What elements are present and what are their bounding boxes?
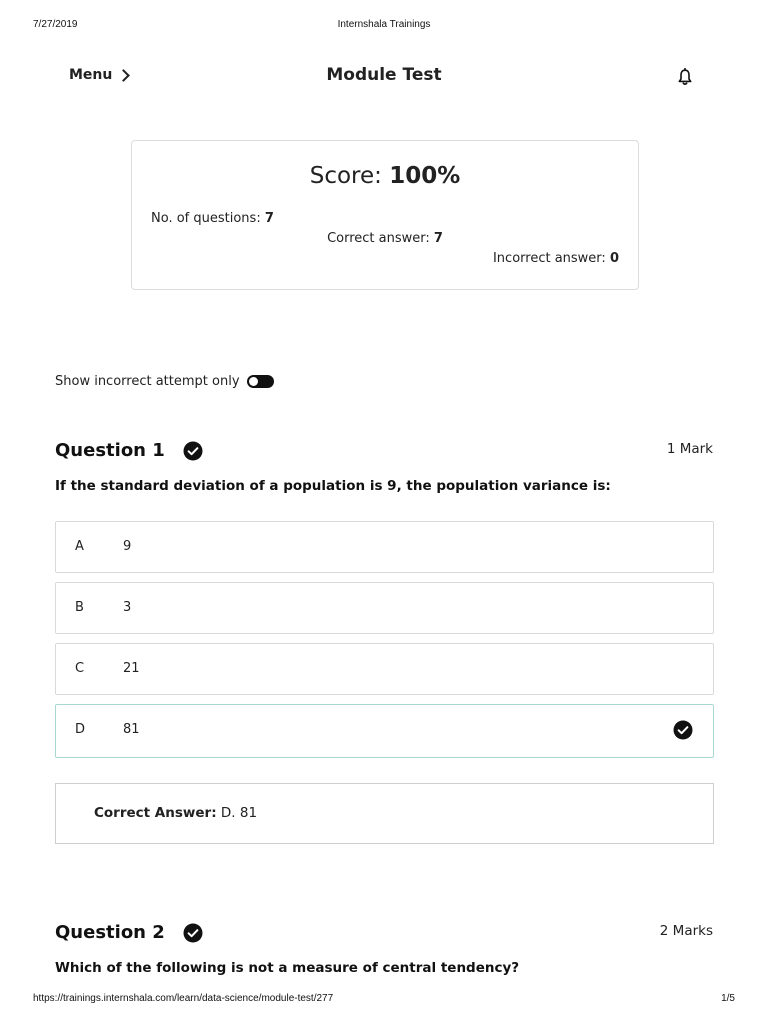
option-letter: A: [75, 539, 84, 554]
incorrect-filter-row: [55, 374, 274, 389]
stat-correct: [132, 231, 638, 246]
print-footer: [33, 993, 735, 1005]
incorrect-filter-toggle[interactable]: [247, 375, 274, 388]
score-card: [131, 140, 639, 290]
option-letter: B: [75, 600, 84, 615]
stat-questions: [151, 211, 274, 226]
option-letter: D: [75, 722, 86, 737]
bell-icon[interactable]: [677, 68, 693, 86]
stat-questions-value: 7: [264, 211, 274, 226]
stat-correct-value: 7: [433, 231, 443, 246]
option-c[interactable]: [55, 643, 714, 695]
option-value: 81: [123, 722, 140, 737]
print-page-number: 1/5: [721, 993, 735, 1004]
option-value: 9: [123, 539, 132, 554]
option-value: 3: [123, 600, 132, 615]
option-d[interactable]: [55, 704, 714, 758]
question-2-header: [55, 922, 713, 948]
correct-check-icon: [183, 923, 203, 943]
top-nav: [55, 62, 713, 92]
question-2-title-row: [55, 922, 203, 943]
print-date: 7/27/2019: [33, 19, 78, 30]
question-1-title: Question 1: [55, 440, 165, 461]
selected-check-icon: [673, 720, 693, 740]
toggle-knob: [249, 377, 258, 386]
print-url: https://trainings.internshala.com/learn/data-science/module-test/277: [33, 993, 334, 1004]
option-value: 21: [123, 661, 140, 676]
stat-incorrect: [493, 251, 619, 266]
question-1-header: [55, 440, 713, 466]
correct-answer-value: D. 81: [220, 805, 258, 821]
score-line: [132, 163, 638, 189]
stat-correct-label: Correct answer:: [327, 231, 430, 246]
option-a[interactable]: [55, 521, 714, 573]
menu-label: Menu: [69, 67, 113, 83]
print-header: [33, 19, 735, 31]
stat-incorrect-label: Incorrect answer:: [492, 251, 606, 266]
page-title: Module Test: [326, 65, 442, 85]
correct-answer-box: [55, 783, 714, 844]
stat-questions-label: No. of questions:: [151, 211, 261, 226]
question-1-title-row: [55, 440, 203, 461]
stat-incorrect-value: 0: [609, 251, 619, 266]
incorrect-filter-label: Show incorrect attempt only: [55, 374, 240, 389]
score-value: 100%: [389, 163, 461, 189]
correct-check-icon: [183, 441, 203, 461]
question-1-marks: 1 Mark: [666, 441, 713, 457]
score-label: Score:: [309, 163, 382, 189]
option-letter: C: [75, 661, 85, 676]
print-title: Internshala Trainings: [337, 19, 431, 30]
option-b[interactable]: [55, 582, 714, 634]
question-2-text: Which of the following is not a measure of central tendency?: [55, 960, 520, 976]
question-2-title: Question 2: [55, 922, 165, 943]
question-2-marks: 2 Marks: [659, 923, 713, 939]
correct-answer-label: Correct Answer:: [94, 805, 217, 821]
correct-answer-text: [94, 805, 257, 821]
question-1-text: If the standard deviation of a population is 9, the population variance is:: [55, 478, 611, 494]
